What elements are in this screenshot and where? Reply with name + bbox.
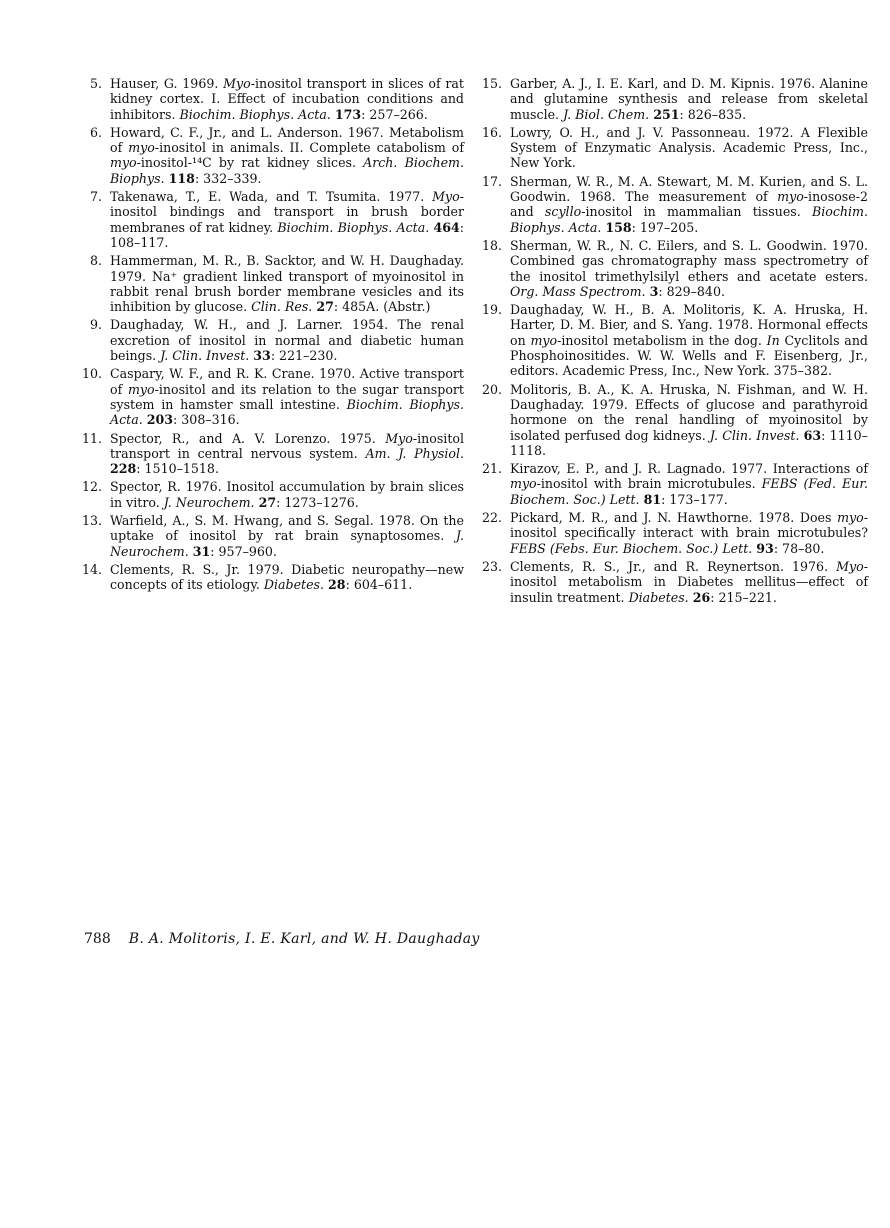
reference-segment: Biochim. Biophys. Acta. [277,219,430,235]
reference-segment: Warfield, A., S. M. Hwang, and S. Segal. 1978. On the uptake of inositol by rat brain synaptosomes. [110,513,464,544]
reference-segment: : 108–117. [110,219,464,250]
reference-segment: Clin. Res. [251,299,313,315]
reference-segment: -inositol bindings and transport in brush border membranes of rat kidney. [110,189,464,235]
reference-text [510,461,868,507]
reference-segment: J. Biol. Chem. [563,106,650,122]
reference-number: 23. [482,558,503,574]
reference-segment: -inositol in animals. II. Complete catabolism of [154,140,464,156]
reference-segment: Takenawa, T., E. Wada, and T. Tsumita. 1977. [110,189,433,205]
reference-text [510,559,868,605]
reference-text [110,189,464,250]
reference-item [484,302,868,378]
reference-segment: myo [777,189,804,205]
reference-segment: Pickard, M. R., and J. N. Hawthorne. 1978. Does [510,510,838,526]
reference-item [484,125,868,171]
reference-segment: 158 [605,219,632,235]
reference-item [484,559,868,605]
reference-item [84,76,464,122]
reference-number: 7. [89,189,102,205]
reference-number: 5. [89,76,102,91]
reference-number: 12. [82,479,103,495]
reference-number: 10. [82,366,103,382]
reference-segment: Garber, A. J., I. E. Karl, and D. M. Kipnis. 1976. Alanine and glutamine synthesis and release from skeletal muscle. [510,76,868,122]
reference-segment: 31 [192,543,211,559]
reference-text [110,513,464,559]
reference-segment: myo [510,476,537,492]
reference-segment: : 308–316. [173,412,240,428]
reference-item [84,366,464,427]
reference-text [510,125,868,171]
reference-text [510,510,868,556]
reference-segment: -inositol transport in slices of rat kidney cortex. I. Effect of incubation conditions and inhibitors. [110,76,464,122]
reference-segment: 63 [803,427,822,443]
reference-item [84,431,464,477]
reference-number: 16. [482,124,503,140]
reference-segment: 251 [653,106,680,122]
reference-segment: -inositol transport in central nervous system. [110,430,464,461]
reference-segment: Molitoris, B. A., K. A. Hruska, N. Fishman, and W. H. Daughaday. 1979. Effects of glucose and parathyroid hormone on the renal handling of myoinositol by isolated perfused dog kidneys. [510,381,868,443]
reference-segment: 93 [756,540,774,556]
reference-segment: Arch. Biochem. Biophys. [110,155,464,186]
reference-segment: 27 [316,299,334,315]
reference-segment: : 829–840. [658,283,725,299]
reference-segment: Daughaday, W. H., B. A. Molitoris, K. A. Hruska, H. Harter, D. M. Bier, and S. Yang. 1978. Hormonal effects on [510,302,868,348]
reference-segment: Daughaday, W. H., and J. Larner. 1954. The renal excretion of inositol in normal and diabetic human beings. [110,317,464,364]
reference-number: 21. [482,461,503,477]
reference-segment: Kirazov, E. P., and J. R. Lagnado. 1977. Interactions of [510,461,868,477]
reference-segment: -inositol and its relation to the sugar transport system in hamster small intestine. [110,381,464,412]
reference-segment: Clements, R. S., Jr. 1979. Diabetic neuropathy—new concepts of its etiology. [110,561,464,593]
reference-segment: : 485A. (Abstr.) [333,299,431,315]
references-left-column [84,76,464,596]
reference-number: 8. [89,253,102,269]
reference-segment: J. Neurochem. [163,494,255,510]
reference-segment: Biochim. Biophys. Acta. [179,106,331,122]
reference-segment: Clements, R. S., Jr., and R. Reynertson. 1976. [510,558,837,574]
reference-segment: J. Clin. Invest. [709,427,800,443]
reference-segment: -inositol-¹⁴C by rat kidney slices. [136,155,364,171]
reference-text [510,174,868,235]
reference-number: 15. [482,76,503,91]
reference-item [84,253,464,314]
reference-segment: J. Clin. Invest. [160,348,250,364]
reference-segment: Hauser, G. 1969. [110,76,224,91]
reference-text [110,562,464,593]
reference-segment: Lowry, O. H., and J. V. Passonneau. 1972. A Flexible System of Enzymatic Analysis. Academic Press, Inc., New York. [510,124,868,171]
reference-number: 9. [89,317,102,333]
reference-segment: 118 [168,170,195,186]
reference-segment: Diabetes. [263,577,325,593]
reference-segment: : 78–80. [773,540,825,556]
reference-segment: Cyclitols and Phosphoinositides. W. W. Wells and F. Eisenberg, Jr., editors. Academic Press, Inc., New York. 375–382. [510,332,868,379]
reference-segment: Howard, C. F., Jr., and L. Anderson. 1967. Metabolism of [110,124,464,156]
reference-segment: Am. J. Physiol. [365,445,464,461]
reference-item [484,76,868,122]
reference-segment: Biochim. Biophys. Acta. [510,204,868,235]
reference-segment: : 173–177. [661,491,728,507]
reference-item [84,189,464,250]
reference-segment: -inositol in mammalian tissues. [581,204,812,220]
reference-segment: FEBS (Fed. Eur. Biochem. Soc.) Lett. [510,476,868,507]
reference-number: 22. [482,510,503,526]
reference-segment: Biochim. Biophys. Acta. [110,396,465,428]
reference-text [110,317,464,363]
reference-segment: 173 [334,106,362,122]
reference-segment: 28 [328,577,346,593]
reference-text [110,479,464,510]
reference-segment: Myo [836,558,864,574]
reference-segment: myo [127,381,155,397]
reference-text [510,76,868,122]
reference-segment: J. Neurochem. [110,528,464,559]
reference-item [84,562,464,593]
reference-segment: : 1273–1276. [276,494,359,510]
reference-item [84,479,464,510]
reference-segment: Spector, R., and A. V. Lorenzo. 1975. [110,430,386,446]
reference-segment: Sherman, W. R., N. C. Eilers, and S. L. Goodwin. 1970. Combined gas chromatography mass spectrometry of the inositol trimethylsilyl ethers and acetate esters. [510,237,868,284]
reference-segment: myo [128,140,155,156]
reference-segment: Hammerman, M. R., B. Sacktor, and W. H. Daughaday. 1979. Na⁺ gradient linked transport of myoinositol in rabbit renal brush border membrane vesicles and its inhibition by glucose. [110,253,464,315]
reference-text [110,431,464,477]
reference-item [484,461,868,507]
reference-segment: Spector, R. 1976. Inositol accumulation by brain slices in vitro. [110,479,464,510]
reference-segment: myo [110,155,137,171]
reference-segment: myo [837,510,864,526]
reference-segment: -inositol metabolism in Diabetes mellitus—effect of insulin treatment. [510,558,868,605]
reference-segment: 464 [433,219,460,235]
reference-segment: -inosose-2 and [510,189,868,220]
reference-item [484,238,868,299]
reference-item [484,174,868,235]
reference-segment: -inositol with brain microtubules. [536,476,762,492]
reference-segment: scyllo [544,204,582,220]
reference-number: 13. [82,513,103,529]
reference-segment: Myo [223,76,251,91]
references-right-column [484,76,868,608]
reference-segment: Caspary, W. F., and R. K. Crane. 1970. Active transport of [110,366,464,397]
reference-segment: Myo [385,430,413,446]
reference-segment: -inositol specifically interact with brain microtubules? [510,510,868,541]
reference-segment: Diabetes. [628,589,689,605]
reference-text [510,302,868,378]
page-number: 788 [84,931,111,947]
reference-segment: : 957–960. [210,543,277,559]
reference-segment: 81 [643,491,662,507]
reference-text [110,366,464,427]
reference-text [510,382,868,458]
reference-segment: 3 [649,283,659,299]
reference-number: 17. [482,173,503,189]
reference-segment: 228 [110,461,137,477]
reference-text [110,125,464,186]
reference-segment: 26 [692,589,711,605]
reference-number: 18. [482,237,503,253]
reference-segment: : 221–230. [270,348,338,364]
reference-segment: Myo [432,189,460,205]
reference-number: 20. [482,381,503,397]
reference-segment: : 197–205. [631,219,699,235]
reference-number: 6. [89,124,102,140]
reference-item [484,382,868,458]
reference-segment: 203 [146,412,174,428]
reference-item [484,510,868,556]
reference-text [110,76,464,122]
reference-segment: myo [530,332,558,348]
reference-item [84,125,464,186]
reference-segment: : 215–221. [710,589,777,605]
running-authors: B. A. Molitoris, I. E. Karl, and W. H. Daughaday [128,931,480,947]
reference-segment: : 826–835. [679,106,747,122]
reference-segment: : 332–339. [194,170,262,186]
reference-segment: FEBS (Febs. Eur. Biochem. Soc.) Lett. [510,540,753,556]
reference-item [84,513,464,559]
reference-item [84,317,464,363]
reference-segment: : 1110–1118. [510,427,868,458]
reference-text [510,238,868,299]
reference-segment: Sherman, W. R., M. A. Stewart, M. M. Kurien, and S. L. Goodwin. 1968. The measurement of [510,173,868,205]
reference-segment: Org. Mass Spectrom. [510,283,646,299]
reference-number: 11. [82,430,103,446]
reference-segment: 33 [253,348,271,364]
reference-number: 14. [82,561,103,577]
reference-segment: In [766,332,780,348]
reference-segment: : 1510–1518. [136,461,219,477]
reference-segment: 27 [258,494,277,510]
reference-segment: -inositol metabolism in the dog. [557,332,767,348]
reference-segment: : 257–266. [361,106,428,122]
page-footer [84,931,480,947]
reference-number: 19. [482,302,503,318]
reference-segment: : 604–611. [345,577,413,593]
reference-text [110,253,464,314]
